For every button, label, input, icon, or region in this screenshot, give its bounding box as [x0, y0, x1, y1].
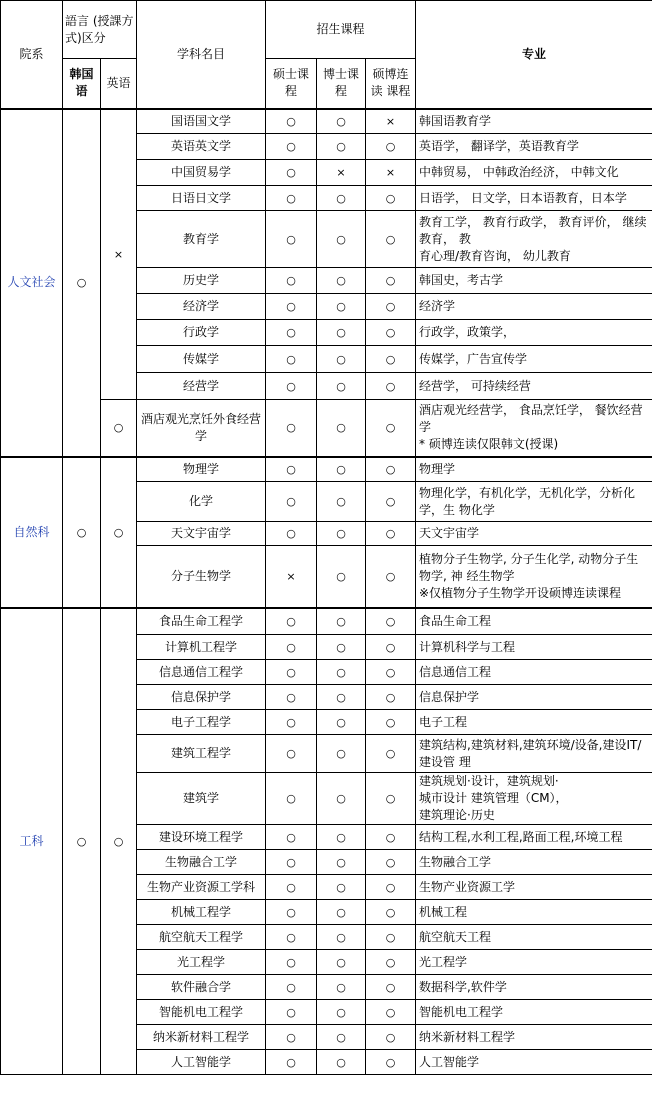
doctor-mark: ○ [317, 950, 366, 975]
doctor-mark: ○ [317, 186, 366, 211]
master-mark: ○ [266, 608, 317, 635]
subject-name: 物理学 [137, 457, 266, 482]
combined-mark: ○ [366, 825, 416, 850]
doctor-mark: ○ [317, 457, 366, 482]
subject-name: 建筑工程学 [137, 735, 266, 773]
subject-name: 计算机工程学 [137, 635, 266, 660]
master-mark: ○ [266, 735, 317, 773]
major-text: 机械工程 [416, 900, 652, 925]
major-text: 计算机科学与工程 [416, 635, 652, 660]
subject-name: 生物产业资源工学科 [137, 875, 266, 900]
table-row [1, 109, 652, 134]
major-text: 酒店观光经营学， 食品烹饪学， 餐饮经营学 * 硕博连读仅限韩文(授课) [416, 400, 652, 457]
subject-name: 生物融合工学 [137, 850, 266, 875]
combined-mark: ○ [366, 186, 416, 211]
korean-mark: ○ [63, 608, 101, 1075]
subject-name: 光工程学 [137, 950, 266, 975]
english-mark: ○ [101, 608, 137, 1075]
master-mark: ○ [266, 457, 317, 482]
major-text: 教育工学， 教育行政学， 教育评价， 继续教育， 教 育心理/教育咨询， 幼儿教育 [416, 211, 652, 268]
subject-name: 教育学 [137, 211, 266, 268]
doctor-mark: ○ [317, 735, 366, 773]
major-text: 建筑结构,建筑材料,建筑环境/设备,建设IT/建设管 理 [416, 735, 652, 773]
header-major: 专业 [416, 1, 652, 109]
major-text: 中韩贸易， 中韩政治经济， 中韩文化 [416, 160, 652, 186]
combined-mark: ○ [366, 773, 416, 825]
header-dept: 院系 [1, 1, 63, 109]
combined-mark: ○ [366, 373, 416, 400]
combined-mark: ○ [366, 710, 416, 735]
department-name: 工科 [1, 608, 63, 1075]
english-mark: × [101, 109, 137, 400]
subject-name: 航空航天工程学 [137, 925, 266, 950]
department-name: 人文社会 [1, 109, 63, 457]
subject-name: 化学 [137, 482, 266, 522]
subject-name: 机械工程学 [137, 900, 266, 925]
major-text: 食品生命工程 [416, 608, 652, 635]
combined-mark: ○ [366, 685, 416, 710]
master-mark: ○ [266, 160, 317, 186]
major-text: 物理化学，有机化学，无机化学，分析化学，生 物化学 [416, 482, 652, 522]
combined-mark: ○ [366, 268, 416, 294]
doctor-mark: ○ [317, 635, 366, 660]
combined-mark: ○ [366, 294, 416, 320]
combined-mark: ○ [366, 1050, 416, 1075]
doctor-mark: ○ [317, 400, 366, 457]
doctor-mark: ○ [317, 975, 366, 1000]
doctor-mark: ○ [317, 825, 366, 850]
master-mark: ○ [266, 1050, 317, 1075]
master-mark: ○ [266, 294, 317, 320]
master-mark: ○ [266, 850, 317, 875]
master-mark: ○ [266, 875, 317, 900]
master-mark: ○ [266, 211, 317, 268]
doctor-mark: ○ [317, 211, 366, 268]
major-text: 数据科学,软件学 [416, 975, 652, 1000]
subject-name: 信息保护学 [137, 685, 266, 710]
subject-name: 历史学 [137, 268, 266, 294]
combined-mark: ○ [366, 1000, 416, 1025]
header-korean: 韩国语 [63, 59, 101, 109]
major-text: 光工程学 [416, 950, 652, 975]
major-text: 经营学， 可持续经营 [416, 373, 652, 400]
major-text: 英语学， 翻译学，英语教育学 [416, 134, 652, 160]
master-mark: × [266, 546, 317, 608]
korean-mark: ○ [63, 457, 101, 608]
header-master: 硕士课程 [266, 59, 317, 109]
major-text: 建筑规划·设计，建筑规划· 城市设计 建筑管理（CM）， 建筑理论·历史 [416, 773, 652, 825]
major-text: 经济学 [416, 294, 652, 320]
major-text: 信息通信工程 [416, 660, 652, 685]
header-admission: 招生课程 [266, 1, 416, 59]
master-mark: ○ [266, 925, 317, 950]
doctor-mark: ○ [317, 710, 366, 735]
master-mark: ○ [266, 1000, 317, 1025]
doctor-mark: ○ [317, 373, 366, 400]
combined-mark: ○ [366, 482, 416, 522]
master-mark: ○ [266, 710, 317, 735]
doctor-mark: ○ [317, 482, 366, 522]
major-text: 植物分子生物学, 分子生化学, 动物分子生物学, 神 经生物学 ※仅植物分子生物学开设硕博连读课程 [416, 546, 652, 608]
doctor-mark: ○ [317, 268, 366, 294]
major-text: 天文宇宙学 [416, 522, 652, 546]
major-text: 智能机电工程学 [416, 1000, 652, 1025]
combined-mark: ○ [366, 346, 416, 373]
major-text: 航空航天工程 [416, 925, 652, 950]
combined-mark: ○ [366, 320, 416, 346]
header-english: 英语 [101, 59, 137, 109]
combined-mark: ○ [366, 211, 416, 268]
master-mark: ○ [266, 186, 317, 211]
major-text: 韩国史，考古学 [416, 268, 652, 294]
master-mark: ○ [266, 1025, 317, 1050]
subject-name: 行政学 [137, 320, 266, 346]
subject-name: 经济学 [137, 294, 266, 320]
combined-mark: ○ [366, 635, 416, 660]
master-mark: ○ [266, 373, 317, 400]
combined-mark: ○ [366, 546, 416, 608]
doctor-mark: ○ [317, 546, 366, 608]
master-mark: ○ [266, 400, 317, 457]
master-mark: ○ [266, 685, 317, 710]
doctor-mark: ○ [317, 134, 366, 160]
major-text: 结构工程,水利工程,路面工程,环境工程 [416, 825, 652, 850]
subject-name: 信息通信工程学 [137, 660, 266, 685]
combined-mark: × [366, 109, 416, 134]
master-mark: ○ [266, 109, 317, 134]
master-mark: ○ [266, 134, 317, 160]
major-text: 生物产业资源工学 [416, 875, 652, 900]
korean-mark: ○ [63, 109, 101, 457]
english-mark: ○ [101, 457, 137, 608]
subject-name: 食品生命工程学 [137, 608, 266, 635]
subject-name: 建设环境工程学 [137, 825, 266, 850]
master-mark: ○ [266, 825, 317, 850]
major-text: 行政学，政策学， [416, 320, 652, 346]
combined-mark: ○ [366, 660, 416, 685]
combined-mark: ○ [366, 735, 416, 773]
subject-name: 传媒学 [137, 346, 266, 373]
master-mark: ○ [266, 975, 317, 1000]
doctor-mark: ○ [317, 685, 366, 710]
header-lang-group: 語言 (授課方式)区分 [63, 1, 137, 59]
combined-mark: ○ [366, 900, 416, 925]
header-subject: 学科名目 [137, 1, 266, 109]
doctor-mark: ○ [317, 900, 366, 925]
master-mark: ○ [266, 635, 317, 660]
doctor-mark: × [317, 160, 366, 186]
subject-name: 经营学 [137, 373, 266, 400]
master-mark: ○ [266, 773, 317, 825]
doctor-mark: ○ [317, 608, 366, 635]
doctor-mark: ○ [317, 660, 366, 685]
combined-mark: ○ [366, 608, 416, 635]
doctor-mark: ○ [317, 346, 366, 373]
subject-name: 建筑学 [137, 773, 266, 825]
major-text: 韩国语教育学 [416, 109, 652, 134]
doctor-mark: ○ [317, 109, 366, 134]
doctor-mark: ○ [317, 1025, 366, 1050]
combined-mark: ○ [366, 875, 416, 900]
doctor-mark: ○ [317, 294, 366, 320]
master-mark: ○ [266, 320, 317, 346]
subject-name: 酒店观光烹饪外食经营学 [137, 400, 266, 457]
master-mark: ○ [266, 900, 317, 925]
major-text: 传媒学，广告宣传学 [416, 346, 652, 373]
doctor-mark: ○ [317, 1000, 366, 1025]
major-text: 日语学， 日文学，日本语教育，日本学 [416, 186, 652, 211]
subject-name: 日语日文学 [137, 186, 266, 211]
doctor-mark: ○ [317, 875, 366, 900]
table-row [1, 608, 652, 635]
doctor-mark: ○ [317, 1050, 366, 1075]
subject-name: 纳米新材料工程学 [137, 1025, 266, 1050]
combined-mark: × [366, 160, 416, 186]
combined-mark: ○ [366, 850, 416, 875]
doctor-mark: ○ [317, 320, 366, 346]
major-text: 物理学 [416, 457, 652, 482]
subject-name: 英语英文学 [137, 134, 266, 160]
subject-name: 软件融合学 [137, 975, 266, 1000]
combined-mark: ○ [366, 457, 416, 482]
combined-mark: ○ [366, 400, 416, 457]
combined-mark: ○ [366, 950, 416, 975]
subject-name: 国语国文学 [137, 109, 266, 134]
combined-mark: ○ [366, 134, 416, 160]
english-mark: ○ [101, 400, 137, 457]
table-row [1, 457, 652, 482]
combined-mark: ○ [366, 975, 416, 1000]
master-mark: ○ [266, 268, 317, 294]
subject-name: 智能机电工程学 [137, 1000, 266, 1025]
major-text: 人工智能学 [416, 1050, 652, 1075]
major-text: 电子工程 [416, 710, 652, 735]
master-mark: ○ [266, 346, 317, 373]
subject-name: 中国贸易学 [137, 160, 266, 186]
header-combined: 硕博连读 课程 [366, 59, 416, 109]
subject-name: 分子生物学 [137, 546, 266, 608]
major-text: 生物融合工学 [416, 850, 652, 875]
master-mark: ○ [266, 950, 317, 975]
doctor-mark: ○ [317, 850, 366, 875]
subject-name: 天文宇宙学 [137, 522, 266, 546]
major-text: 信息保护学 [416, 685, 652, 710]
master-mark: ○ [266, 660, 317, 685]
header-doctor: 博士课程 [317, 59, 366, 109]
major-text: 纳米新材料工程学 [416, 1025, 652, 1050]
doctor-mark: ○ [317, 925, 366, 950]
department-name: 自然科 [1, 457, 63, 608]
doctor-mark: ○ [317, 773, 366, 825]
combined-mark: ○ [366, 1025, 416, 1050]
master-mark: ○ [266, 522, 317, 546]
doctor-mark: ○ [317, 522, 366, 546]
subject-name: 电子工程学 [137, 710, 266, 735]
table-body [1, 109, 652, 1075]
master-mark: ○ [266, 482, 317, 522]
combined-mark: ○ [366, 925, 416, 950]
combined-mark: ○ [366, 522, 416, 546]
subject-name: 人工智能学 [137, 1050, 266, 1075]
